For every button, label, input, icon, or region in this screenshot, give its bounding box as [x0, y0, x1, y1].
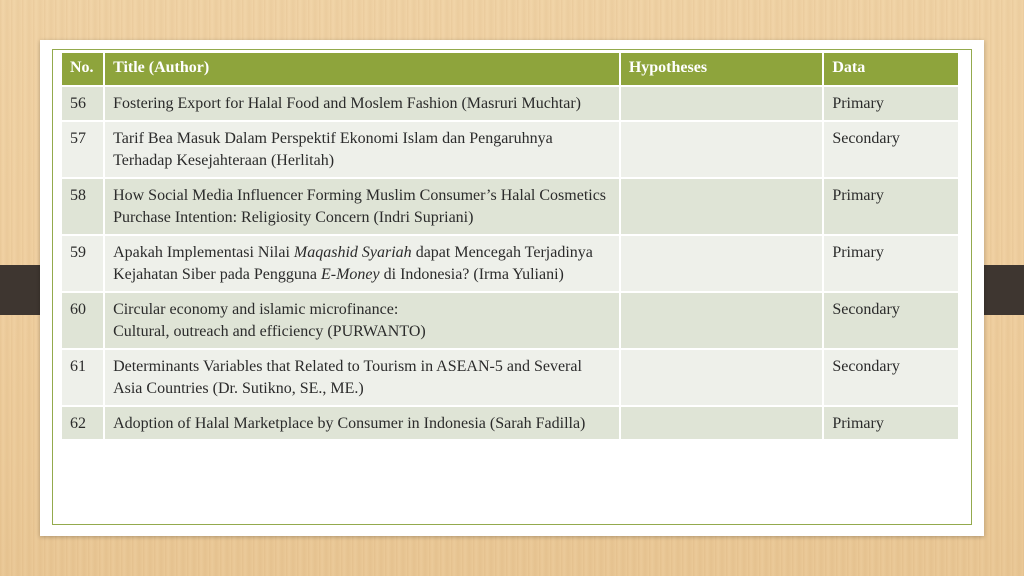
title-line: Circular economy and islamic microfinance: [113, 300, 399, 318]
title-part: dapat Mencegah Terjadinya Kejahatan Siber pada Pengguna [113, 243, 593, 283]
title-part: di Indonesia? (Irma Yuliani) [379, 266, 564, 283]
row-number: 57 [61, 121, 104, 178]
header-row [61, 52, 959, 86]
row-data-type: Primary [823, 86, 959, 121]
header-data: Data [823, 52, 959, 86]
row-number: 60 [61, 292, 104, 349]
header-no: No. [61, 52, 104, 86]
research-table [60, 51, 960, 441]
row-hypotheses [620, 349, 824, 406]
table-row [61, 235, 959, 292]
row-title: Adoption of Halal Marketplace by Consumer in Indonesia (Sarah Fadilla) [104, 406, 620, 441]
title-italic-term: Maqashid Syariah [293, 243, 412, 261]
title-line: Cultural, outreach and efficiency (PURWANTO) [113, 323, 426, 340]
row-title: Determinants Variables that Related to Tourism in ASEAN-5 and Several Asia Countries (Dr. Sutikno, SE., ME.) [104, 349, 620, 406]
row-title: How Social Media Influencer Forming Muslim Consumer’s Halal Cosmetics Purchase Intention: Religiosity Concern (Indri Supriani) [104, 178, 620, 235]
row-data-type: Secondary [823, 349, 959, 406]
table-row [61, 292, 959, 349]
table-row [61, 86, 959, 121]
row-number: 61 [61, 349, 104, 406]
row-number: 56 [61, 86, 104, 121]
header-title: Title (Author) [104, 52, 620, 86]
row-data-type: Primary [823, 178, 959, 235]
table-row [61, 406, 959, 441]
row-hypotheses [620, 178, 824, 235]
row-data-type: Primary [823, 406, 959, 441]
row-title: Tarif Bea Masuk Dalam Perspektif Ekonomi Islam dan Pengaruhnya Terhadap Kesejahteraan (Herlitah) [104, 121, 620, 178]
row-data-type: Primary [823, 235, 959, 292]
row-hypotheses [620, 292, 824, 349]
row-hypotheses [620, 86, 824, 121]
row-title [104, 292, 620, 349]
slide [40, 40, 984, 536]
row-number: 58 [61, 178, 104, 235]
row-number: 62 [61, 406, 104, 441]
header-hypotheses: Hypotheses [620, 52, 824, 86]
row-title [104, 235, 620, 292]
table-row [61, 121, 959, 178]
title-italic-term: E-Money [321, 266, 380, 283]
row-number: 59 [61, 235, 104, 292]
row-hypotheses [620, 406, 824, 441]
row-data-type: Secondary [823, 292, 959, 349]
row-hypotheses [620, 235, 824, 292]
row-hypotheses [620, 121, 824, 178]
row-title: Fostering Export for Halal Food and Moslem Fashion (Masruri Muchtar) [104, 86, 620, 121]
table-row [61, 178, 959, 235]
row-data-type: Secondary [823, 121, 959, 178]
table-row [61, 349, 959, 406]
title-part: Apakah Implementasi Nilai [113, 243, 294, 261]
